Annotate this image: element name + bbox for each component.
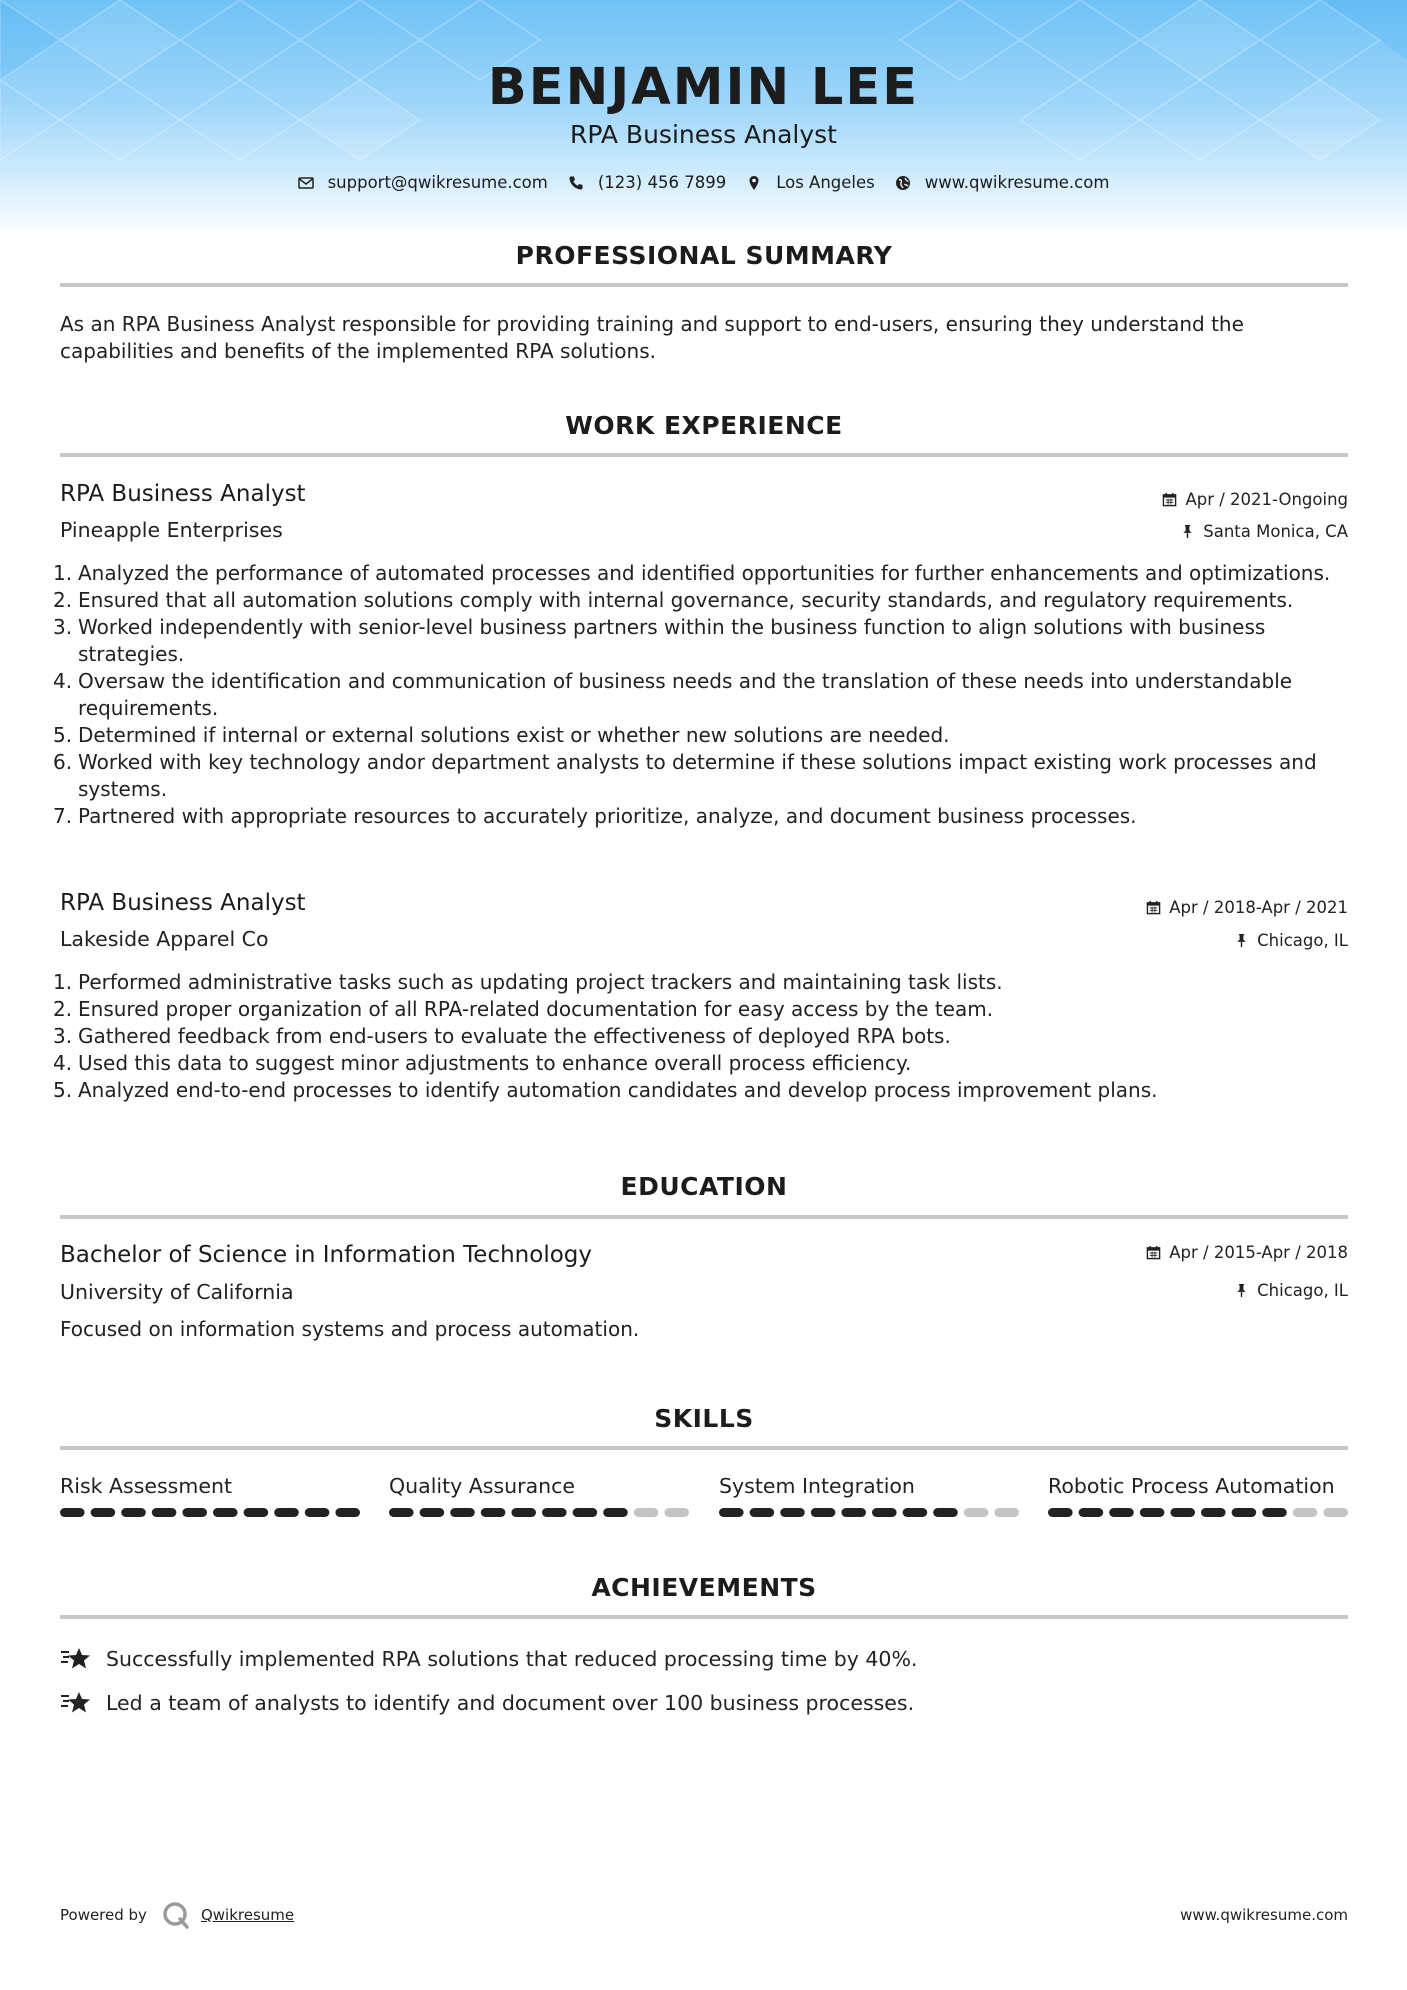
skill-segment-empty: [664, 1508, 689, 1517]
education-divider: [60, 1215, 1348, 1219]
skill-segment-filled: [1048, 1508, 1073, 1517]
skill-segment-empty: [1323, 1508, 1348, 1517]
list-item: 5. Determined if internal or external solutions exist or whether new solutions are needed.: [53, 723, 950, 747]
skill-name: Quality Assurance: [389, 1474, 576, 1498]
powered-by-label: Powered by: [60, 1906, 147, 1924]
job-dates: [1146, 898, 1348, 917]
list-item: 3. Worked independently with senior-level business partners within the business function to align solutions with business strategies.: [53, 615, 1266, 666]
skill-segment-filled: [335, 1508, 360, 1517]
candidate-title: RPA Business Analyst: [570, 120, 837, 149]
list-item: 1. Performed administrative tasks such as updating project trackers and maintaining task lists.: [53, 970, 1003, 994]
pushpin-icon: [1180, 524, 1195, 539]
skill-item: [719, 1474, 1019, 1498]
skill-segment-filled: [841, 1508, 866, 1517]
skill-segment-filled: [274, 1508, 299, 1517]
skill-segment-filled: [542, 1508, 567, 1517]
skill-level-bar: [1048, 1508, 1348, 1517]
list-item: 4. Used this data to suggest minor adjustments to enhance overall process efficiency.: [53, 1051, 912, 1075]
education-school: University of California: [60, 1280, 294, 1304]
job-company: Pineapple Enterprises: [60, 518, 283, 542]
skill-name: Robotic Process Automation: [1048, 1474, 1335, 1498]
skill-segment-filled: [420, 1508, 445, 1517]
education-description: Focused on information systems and process automation.: [60, 1317, 640, 1341]
skill-segment-filled: [1262, 1508, 1287, 1517]
skill-segment-filled: [91, 1508, 116, 1517]
job-location-text: Chicago, IL: [1257, 931, 1348, 950]
map-pin-icon: [746, 175, 762, 191]
job-location: [1180, 522, 1348, 541]
skill-segment-filled: [1140, 1508, 1165, 1517]
footer-website[interactable]: www.qwikresume.com: [1180, 1906, 1348, 1924]
summary-heading: PROFESSIONAL SUMMARY: [515, 241, 893, 270]
job-title: RPA Business Analyst: [60, 481, 306, 507]
skill-segment-filled: [750, 1508, 775, 1517]
footer-powered-by: [60, 1900, 294, 1930]
skill-segment-filled: [244, 1508, 269, 1517]
list-item: 2. Ensured that all automation solutions comply with internal governance, security standards, and regulatory requirements.: [53, 588, 1294, 612]
contact-email[interactable]: support@qwikresume.com: [327, 173, 548, 192]
skill-segment-empty: [964, 1508, 989, 1517]
skills-heading: SKILLS: [654, 1404, 754, 1433]
achievement-text: Led a team of analysts to identify and document over 100 business processes.: [106, 1691, 915, 1715]
skill-segment-filled: [121, 1508, 146, 1517]
skill-segment-filled: [1170, 1508, 1195, 1517]
skill-name: System Integration: [719, 1474, 915, 1498]
education-degree: Bachelor of Science in Information Technology: [60, 1242, 592, 1268]
job-location-text: Santa Monica, CA: [1203, 522, 1348, 541]
achievement-text: Successfully implemented RPA solutions that reduced processing time by 40%.: [106, 1647, 918, 1671]
contact-website[interactable]: www.qwikresume.com: [924, 173, 1110, 192]
skill-segment-filled: [872, 1508, 897, 1517]
achievements-divider: [60, 1615, 1348, 1619]
skill-segment-filled: [213, 1508, 238, 1517]
skill-segment-filled: [182, 1508, 207, 1517]
star-icon: [60, 1646, 92, 1672]
achievement-item: [60, 1690, 914, 1716]
contact-phone: (123) 456 7899: [597, 173, 727, 192]
qwikresume-logo-icon: [161, 1900, 191, 1930]
globe-icon: [895, 175, 911, 191]
job-responsibilities: [53, 969, 1352, 1104]
calendar-icon: [1162, 492, 1177, 507]
list-item: 1. Analyzed the performance of automated processes and identified opportunities for further enhancements and optimizations.: [53, 561, 1331, 585]
list-item: 3. Gathered feedback from end-users to evaluate the effectiveness of deployed RPA bots.: [53, 1024, 951, 1048]
education-dates-text: Apr / 2015-Apr / 2018: [1169, 1243, 1348, 1262]
skill-segment-empty: [634, 1508, 659, 1517]
pushpin-icon: [1234, 933, 1249, 948]
resume-header: [0, 0, 1407, 235]
education-dates: [1146, 1243, 1348, 1262]
phone-icon: [568, 175, 584, 191]
job-location: [1234, 931, 1348, 950]
calendar-icon: [1146, 1245, 1161, 1260]
skill-segment-empty: [1293, 1508, 1318, 1517]
skill-segment-filled: [933, 1508, 958, 1517]
envelope-icon: [298, 175, 314, 191]
skill-segment-filled: [719, 1508, 744, 1517]
achievement-item: [60, 1646, 917, 1672]
achievements-heading: ACHIEVEMENTS: [591, 1573, 817, 1602]
experience-divider: [60, 453, 1348, 457]
list-item: 5. Analyzed end-to-end processes to identify automation candidates and develop process improvement plans.: [53, 1078, 1158, 1102]
skill-level-bar: [60, 1508, 360, 1517]
skill-name: Risk Assessment: [60, 1474, 232, 1498]
star-icon: [60, 1690, 92, 1716]
skill-segment-filled: [1232, 1508, 1257, 1517]
skill-segment-empty: [994, 1508, 1019, 1517]
job-responsibilities: [53, 560, 1352, 830]
list-item: 4. Oversaw the identification and communication of business needs and the translation of these needs into understandable requirements.: [53, 669, 1293, 720]
job-dates-text: Apr / 2021-Ongoing: [1185, 490, 1348, 509]
calendar-icon: [1146, 900, 1161, 915]
skill-level-bar: [719, 1508, 1019, 1517]
skill-segment-filled: [603, 1508, 628, 1517]
skills-divider: [60, 1446, 1348, 1450]
skill-segment-filled: [450, 1508, 475, 1517]
skill-segment-filled: [903, 1508, 928, 1517]
footer-brand-link[interactable]: Qwikresume: [200, 1906, 295, 1924]
list-item: 6. Worked with key technology andor department analysts to determine if these solutions impact existing work processes and systems.: [53, 750, 1317, 801]
skill-item: [60, 1474, 360, 1498]
education-location: [1234, 1281, 1348, 1300]
experience-heading: WORK EXPERIENCE: [565, 411, 843, 440]
skill-item: [1048, 1474, 1348, 1498]
summary-text: As an RPA Business Analyst responsible for providing training and support to end-users, ensuring they understand the capabilities and benefits of the implemented RPA solutions.: [60, 312, 1244, 363]
job-title: RPA Business Analyst: [60, 890, 306, 916]
education-heading: EDUCATION: [620, 1172, 788, 1201]
skill-level-bar: [389, 1508, 689, 1517]
skill-segment-filled: [1201, 1508, 1226, 1517]
skill-segment-filled: [511, 1508, 536, 1517]
contact-bar: [0, 173, 1407, 192]
header-hex-pattern: [0, 0, 1407, 235]
job-dates: [1162, 490, 1348, 509]
skill-segment-filled: [481, 1508, 506, 1517]
skill-segment-filled: [389, 1508, 414, 1517]
job-dates-text: Apr / 2018-Apr / 2021: [1169, 898, 1348, 917]
list-item: 2. Ensured proper organization of all RPA-related documentation for easy access by the team.: [53, 997, 994, 1021]
list-item: 7. Partnered with appropriate resources to accurately prioritize, analyze, and document business processes.: [53, 804, 1137, 828]
skill-segment-filled: [1109, 1508, 1134, 1517]
skill-segment-filled: [1079, 1508, 1104, 1517]
candidate-name: BENJAMIN LEE: [487, 58, 920, 117]
skill-item: [389, 1474, 689, 1498]
summary-divider: [60, 283, 1348, 287]
contact-location: Los Angeles: [776, 173, 875, 192]
skill-segment-filled: [60, 1508, 85, 1517]
skill-segment-filled: [305, 1508, 330, 1517]
job-company: Lakeside Apparel Co: [60, 927, 269, 951]
education-location-text: Chicago, IL: [1257, 1281, 1348, 1300]
skill-segment-filled: [780, 1508, 805, 1517]
pushpin-icon: [1234, 1283, 1249, 1298]
skill-segment-filled: [811, 1508, 836, 1517]
skill-segment-filled: [573, 1508, 598, 1517]
skill-segment-filled: [152, 1508, 177, 1517]
